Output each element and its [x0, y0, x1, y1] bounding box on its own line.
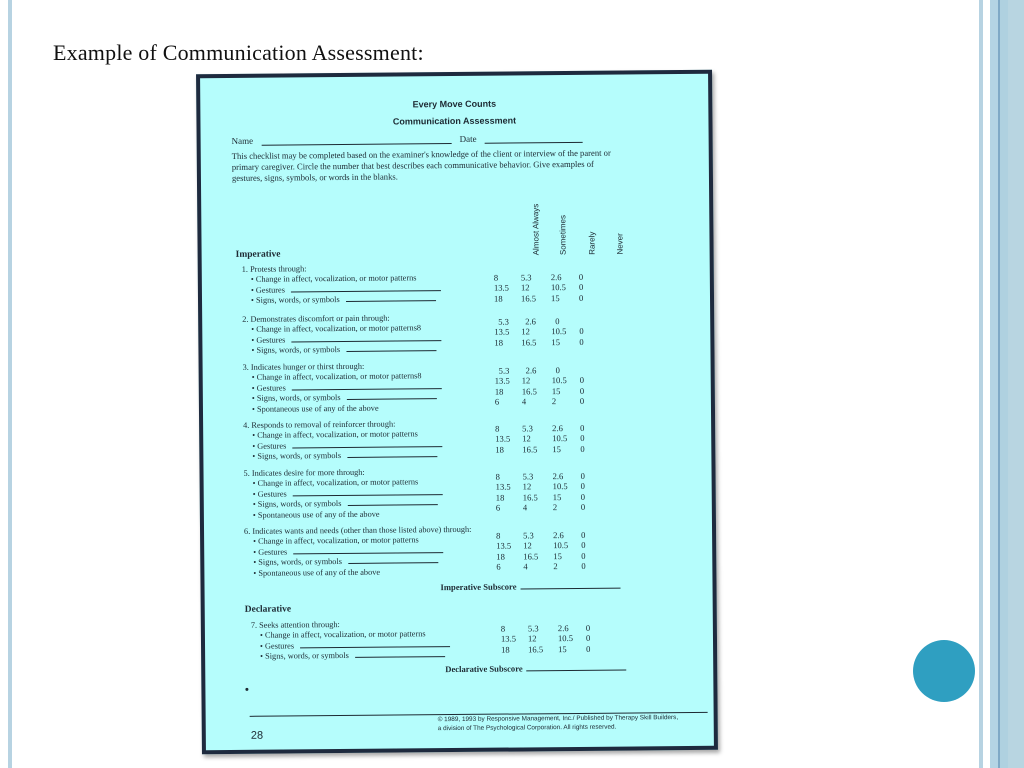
assessment-item: 7. Seeks attention through: • Change in affect, vocalization, or motor patterns • Gestures • Signs, words, or symbols [251, 617, 691, 662]
right-stripe [1000, 0, 1008, 768]
left-decorative-bar [8, 0, 12, 768]
assessment-item: 1. Protests through: • Change in affect, vocalization, or motor patterns • Gestures • Signs, words, or symbols [242, 261, 682, 306]
score-grid: 8 5.3 2.6 0 13.5 12 10.5 0 18 16.5 15 0 6 4 2 0 [495, 470, 586, 513]
assessment-item: 4. Responds to removal of reinforcer through: • Change in affect, vocalization, or motor patterns • Gestures • Signs, words, or symbols [243, 417, 683, 462]
answer-blank [347, 455, 437, 458]
document-subtitle: Communication Assessment [392, 115, 517, 127]
section-imperative: Imperative [235, 249, 281, 260]
answer-blank [292, 387, 442, 390]
answer-blank [355, 655, 445, 658]
answer-blank [293, 493, 443, 496]
answer-blank [291, 289, 441, 292]
subscore-blank [527, 670, 627, 672]
accent-circle [913, 640, 975, 702]
date-blank [485, 142, 583, 144]
right-stripe [1008, 0, 1024, 768]
assessment-item: 3. Indicates hunger or thirst through: • Change in affect, vocalization, or motor patterns8 • Gestures • Signs, words, or symbols • Spontaneous use of any of the above [243, 359, 683, 415]
subscore-blank [521, 588, 621, 590]
instructions: This checklist may be completed based on the examiner's knowledge of the client or interview of the parent or primary caregiver. Circle the number that best describes each communicative behavior. Give examples of gestures, signs, symbols, or words in the blanks. [231, 147, 611, 183]
page-number: 28 [250, 729, 264, 742]
imperative-subscore: Imperative Subscore [440, 581, 620, 593]
answer-blank [346, 349, 436, 352]
answer-blank [346, 299, 436, 302]
answer-blank [347, 397, 437, 400]
document-title: Every Move Counts [412, 98, 497, 110]
assessment-item: 6. Indicates wants and needs (other than those listed above) through: • Change in affect, vocalization, or motor patterns • Gestures • Signs, words, or symbols • Spontaneous use of any of the above [244, 523, 684, 579]
score-grid: 8 5.3 2.6 0 13.5 12 10.5 0 18 16.5 15 0 [500, 622, 591, 655]
assessment-item: 2. Demonstrates discomfort or pain through: • Change in affect, vocalization, or motor patterns8 • Gestures • Signs, words, or symbols [242, 311, 682, 356]
score-grid: 8 5.3 2.6 0 13.5 12 10.5 0 18 16.5 15 0 [495, 422, 585, 455]
answer-blank [300, 645, 450, 648]
section-declarative: Declarative [244, 604, 292, 615]
name-date-row [232, 133, 583, 146]
assessment-item: 5. Indicates desire for more through: • Change in affect, vocalization, or motor patterns • Gestures • Signs, words, or symbols • Spontaneous use of any of the above [243, 465, 683, 521]
answer-blank [292, 445, 442, 448]
score-grid: 8 5.3 2.6 0 13.5 12 10.5 0 18 16.5 15 0 [493, 271, 584, 304]
scan-speck [245, 688, 248, 691]
column-header: Almost Always [531, 203, 541, 256]
name-label: Name [231, 135, 254, 146]
scanned-assessment-document [196, 70, 718, 754]
answer-blank [347, 503, 437, 506]
declarative-subscore: Declarative Subscore [445, 663, 627, 675]
answer-blank [293, 551, 443, 554]
name-blank [261, 143, 451, 146]
date-label: Date [459, 133, 477, 144]
score-grid: 8 5.3 2.6 0 13.5 12 10.5 0 18 16.5 15 0 6 4 2 0 [496, 529, 586, 572]
score-grid: 5.3 2.6 0 13.5 12 10.5 0 18 16.5 15 0 6 4 2 0 [494, 365, 585, 407]
column-header: Rarely [587, 231, 597, 255]
column-header: Never [615, 233, 625, 255]
right-stripe [979, 0, 983, 768]
copyright-notice: © 1989, 1993 by Responsive Management, Inc./ Published by Therapy Skill Builders, a division of The Psychological Corporation. All rights reserved. [437, 714, 679, 732]
answer-blank [348, 561, 438, 564]
answer-blank [291, 339, 441, 342]
score-grid: 5.3 2.6 0 13.5 12 10.5 0 18 16.5 15 0 [494, 316, 584, 348]
slide-title: Example of Communication Assessment: [53, 40, 424, 65]
column-header: Sometimes [558, 215, 568, 256]
